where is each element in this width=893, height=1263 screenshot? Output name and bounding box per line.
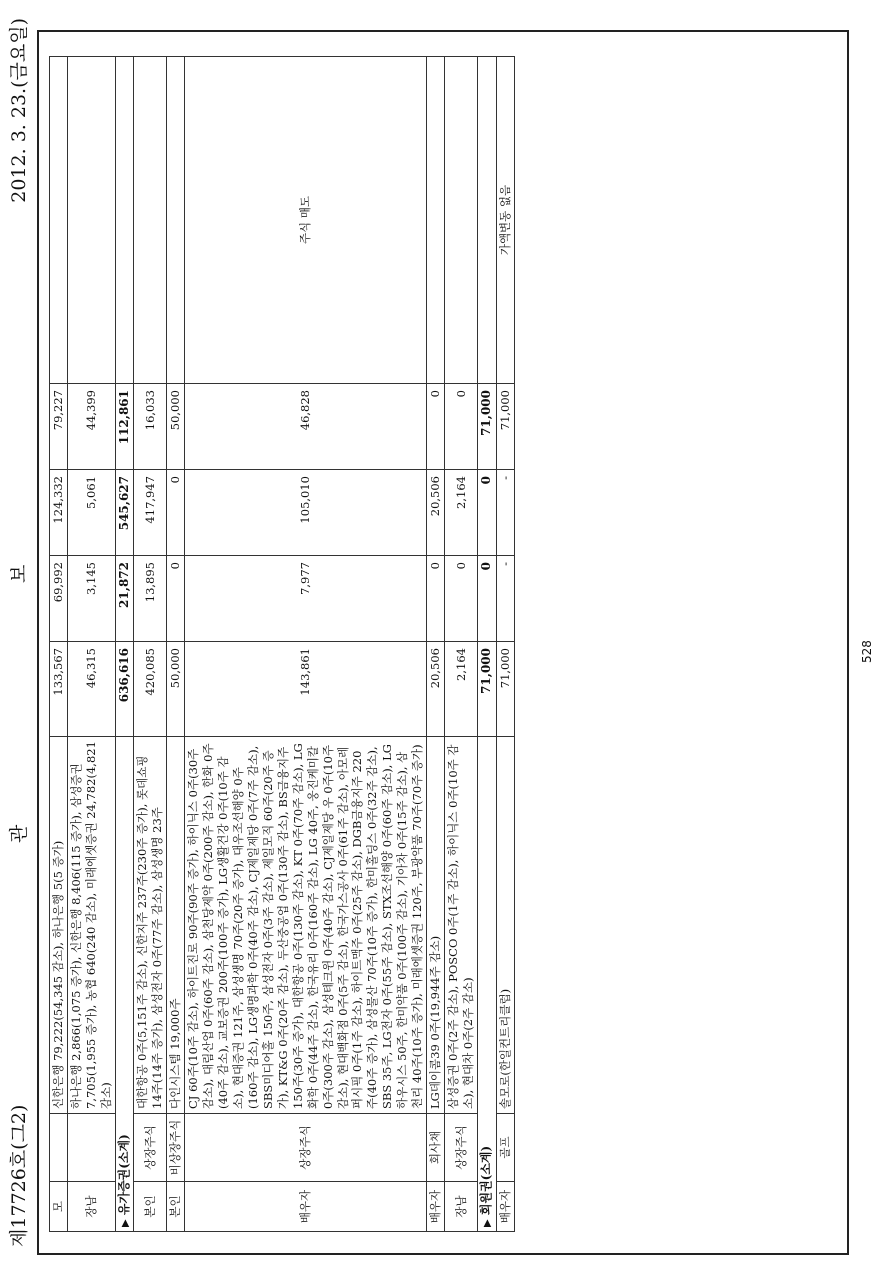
table-row: [50, 57, 68, 1232]
relation-cell: 배우자: [427, 1182, 445, 1232]
value-cell-v3: 2,164: [445, 470, 478, 556]
page-number: 528: [860, 640, 874, 663]
value-cell-v4: 71,000: [477, 384, 496, 470]
description-cell: 신한은행 79,222(54,345 감소), 하나은행 5(5 증가): [50, 737, 68, 1114]
value-cell-v2: 0: [477, 556, 496, 642]
description-cell: 하나은행 2,866(1,075 증가), 신한은행 8,406(115 증가), 삼성증권 7,705(1,955 증가), 농협 640(240 감소), 미래에셋증권 24,782(4,821 감소): [67, 737, 115, 1114]
table-row: [134, 57, 167, 1232]
subtotal-label: 회원권(소계): [478, 1145, 493, 1216]
subtotal-row: [477, 57, 496, 1232]
value-cell-v3: 417,947: [134, 470, 167, 556]
asset-type-cell: 비상장주식: [167, 1114, 185, 1182]
subtotal-label-cell: [115, 737, 134, 1232]
asset-table: [49, 56, 515, 1232]
table-row: [185, 57, 427, 1232]
value-cell-v1: 71,000: [496, 642, 514, 737]
description-cell: 솔모로(한일컨트리클럽): [496, 737, 514, 1114]
value-cell-v2: 0: [167, 556, 185, 642]
value-cell-v1: 133,567: [50, 642, 68, 737]
gazette-title-part1: 관: [8, 824, 30, 843]
value-cell-v3: 0: [477, 470, 496, 556]
description-cell: CJ 60주(10주 감소), 하이트진로 90주(90주 증가), 하이닉스 0주(30주 감소), 대림산업 0주(60주 감소), 삼천당제약 0주(200주 감소), 한화 0주(40주 감소), 교보증권 200주(100주 증가), LG생활건강 0주(10주 감소), 현대증권 121주, 삼성생명 70주(20주 증가), 대우조선해양 0주(160주 감소), LG생명과학 0주(40주 감소), CJ제일제당 0주(7주 감소), SBS미디어홀 150주, 삼성전자 0주(3주 감소), 제일모직 60주(20주 증가), KT&G 0주(20주 감소), 두산중공업 0주(130주 감소), BS금융지주 150주(30주 증가), 대한항공 0주(130주 감소), KT 0주(70주 감소), LG화학 0주(44주 감소), 한국유리 0주(160주 감소), LG 40주, 웅진케미칼 0주(300주 감소), 삼성테크윈 0주(40주 감소), CJ제일제당 우 0주(10주 감소), 현대백화점 0주(5주 감소), 한국가스공사 0주(61주 감소), 아모레퍼시픽 0주(1주 감소), 하이트맥주 0주(25주 감소), DGB금융지주 220주(40주 증가), 삼성물산 70주(10주 증가), 한미홀딩스 0주(32주 감소), SBS 35주, LG전자 0주(55주 감소), STX조선해양 0주(60주 감소), LG하우시스 50주, 한미약품 0주(100주 감소), 기아차 0주(15주 감소), 삼천리 40주(10주 증가), 미래에셋증권 120주, 부광약품 70주(70주 증가): [185, 737, 427, 1114]
value-cell-v1: 636,616: [115, 642, 134, 737]
table-row: [427, 57, 445, 1232]
asset-type-cell: [67, 1114, 115, 1182]
relation-cell: 모: [50, 1182, 68, 1232]
value-cell-v4: 46,828: [185, 384, 427, 470]
value-cell-v4: 50,000: [167, 384, 185, 470]
value-cell-v2: 7,977: [185, 556, 427, 642]
value-cell-v3: 0: [167, 470, 185, 556]
value-cell-v4: 44,399: [67, 384, 115, 470]
triangle-marker-icon: ▶: [481, 1219, 493, 1227]
change-reason-cell: 주식 매도: [185, 57, 427, 384]
asset-type-cell: 상장주식: [134, 1114, 167, 1182]
relation-cell: 배우자: [185, 1182, 427, 1232]
subtotal-label: 유가증권(소계): [116, 1134, 131, 1216]
gazette-title-part2: 보: [8, 564, 30, 583]
relation-cell: 본인: [134, 1182, 167, 1232]
value-cell-v2: 69,992: [50, 556, 68, 642]
value-cell-v2: 0: [445, 556, 478, 642]
asset-type-cell: 상장주식: [185, 1114, 427, 1182]
asset-type-cell: [50, 1114, 68, 1182]
description-cell: 다인시스템 19,000주: [167, 737, 185, 1114]
subtotal-row: [115, 57, 134, 1232]
change-reason-cell: [167, 57, 185, 384]
relation-cell: 배우자: [496, 1182, 514, 1232]
triangle-marker-icon: ▶: [119, 1219, 131, 1227]
change-reason-cell: [67, 57, 115, 384]
change-reason-cell: [50, 57, 68, 384]
gazette-date: 2012. 3. 23.(금요일): [8, 18, 30, 203]
value-cell-v3: 545,627: [115, 470, 134, 556]
value-cell-v1: 2,164: [445, 642, 478, 737]
change-reason-cell: 가액변동 없음: [496, 57, 514, 384]
value-cell-v1: 420,085: [134, 642, 167, 737]
relation-cell: 장남: [67, 1182, 115, 1232]
value-cell-v1: 71,000: [477, 642, 496, 737]
value-cell-v4: 71,000: [496, 384, 514, 470]
table-row: [496, 57, 514, 1232]
relation-cell: 장남: [445, 1182, 478, 1232]
value-cell-v3: 124,332: [50, 470, 68, 556]
value-cell-v2: -: [496, 556, 514, 642]
gazette-issue-number: 제17726호(그2): [8, 1104, 30, 1247]
value-cell-v3: 5,061: [67, 470, 115, 556]
value-cell-v4: 16,033: [134, 384, 167, 470]
asset-type-cell: 골프: [496, 1114, 514, 1182]
table-row: [167, 57, 185, 1232]
value-cell-v2: 21,872: [115, 556, 134, 642]
value-cell-v1: 50,000: [167, 642, 185, 737]
change-reason-cell: [477, 57, 496, 384]
value-cell-v4: 79,227: [50, 384, 68, 470]
value-cell-v3: 105,010: [185, 470, 427, 556]
change-reason-cell: [445, 57, 478, 384]
value-cell-v1: 143,861: [185, 642, 427, 737]
change-reason-cell: [427, 57, 445, 384]
change-reason-cell: [115, 57, 134, 384]
value-cell-v2: 13,895: [134, 556, 167, 642]
value-cell-v2: 0: [427, 556, 445, 642]
value-cell-v4: 112,861: [115, 384, 134, 470]
value-cell-v3: -: [496, 470, 514, 556]
page-frame: [37, 30, 849, 1255]
value-cell-v2: 3,145: [67, 556, 115, 642]
description-cell: 삼성증권 0주(2주 감소), POSCO 0주(1주 감소), 하이닉스 0주(10주 감소), 현대차 0주(2주 감소): [445, 737, 478, 1114]
value-cell-v3: 20,506: [427, 470, 445, 556]
change-reason-cell: [134, 57, 167, 384]
description-cell: LG데이콤39 0주(19,944주 감소): [427, 737, 445, 1114]
relation-cell: 본인: [167, 1182, 185, 1232]
subtotal-label-cell: [477, 737, 496, 1232]
value-cell-v1: 20,506: [427, 642, 445, 737]
value-cell-v1: 46,315: [67, 642, 115, 737]
value-cell-v4: 0: [427, 384, 445, 470]
table-row: [67, 57, 115, 1232]
asset-type-cell: 회사채: [427, 1114, 445, 1182]
value-cell-v4: 0: [445, 384, 478, 470]
asset-type-cell: 상장주식: [445, 1114, 478, 1182]
table-row: [445, 57, 478, 1232]
description-cell: 대한항공 0주(5,151주 감소), 신한지주 237주(230주 증가), 롯데쇼핑 14주(14주 증가), 삼성전자 0주(77주 감소), 삼성생명 23주: [134, 737, 167, 1114]
